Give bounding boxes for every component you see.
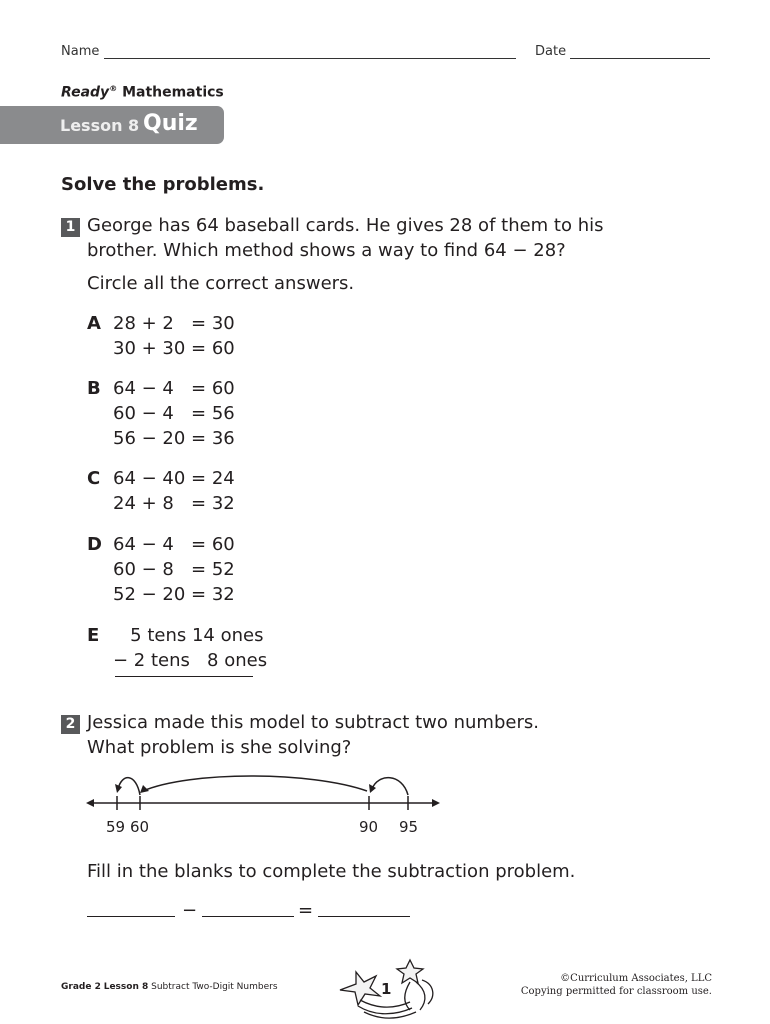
minus-sign: −: [182, 900, 198, 921]
jump-arrow-90-to-60: [140, 776, 367, 793]
option-b-line-1: 64 − 4 = 60: [113, 378, 235, 399]
brand-subject: Mathematics: [122, 84, 224, 101]
option-e-sum-line: [115, 676, 253, 677]
option-c-letter: C: [87, 468, 101, 489]
option-d-letter: D: [87, 534, 102, 555]
number-line-model: [80, 765, 450, 815]
number-line-axis: [86, 799, 440, 807]
label-95: 95: [399, 818, 419, 836]
brand-title: [61, 84, 224, 101]
lesson-banner: [0, 106, 224, 144]
footer-copyright-block: [521, 972, 712, 998]
option-b-line-2: 60 − 4 = 56: [113, 403, 235, 424]
option-a-line-1: 28 + 2 = 30: [113, 313, 235, 334]
registered-mark: ®: [109, 84, 118, 93]
option-c-line-1: 64 − 40 = 24: [113, 468, 235, 489]
question-1-line-2: brother. Which method shows a way to find 64 − 28?: [87, 240, 566, 261]
page-number: 1: [381, 980, 392, 998]
label-60: 60: [130, 818, 150, 836]
question-1-line-1: George has 64 baseball cards. He gives 28 of them to his: [87, 215, 604, 236]
jump-arrow-60-to-59: [115, 778, 140, 795]
option-e-letter: E: [87, 625, 100, 646]
blank-subtrahend[interactable]: [202, 916, 294, 917]
date-field: [535, 44, 710, 59]
question-2-line-2: What problem is she solving?: [87, 737, 352, 758]
fill-prompt: Fill in the blanks to complete the subtraction problem.: [87, 861, 576, 882]
option-b-letter: B: [87, 378, 101, 399]
name-label: Name: [61, 44, 100, 59]
question-2-line-1: Jessica made this model to subtract two numbers.: [87, 712, 539, 733]
question-1-prompt: Circle all the correct answers.: [87, 273, 355, 294]
option-d-line-3: 52 − 20 = 32: [113, 584, 235, 605]
footer-copyright: ©Curriculum Associates, LLC: [560, 973, 712, 984]
equals-sign: =: [298, 900, 314, 921]
label-59: 59: [106, 818, 126, 836]
option-e-line-1: 5 tens 14 ones: [113, 625, 264, 646]
jump-arrow-95-to-90: [369, 778, 408, 795]
lesson-number: Lesson 8: [60, 116, 140, 135]
footer-grade: Grade 2: [61, 982, 101, 992]
option-c-line-2: 24 + 8 = 32: [113, 493, 235, 514]
date-label: Date: [535, 44, 567, 59]
question-2-number: 2: [61, 715, 80, 734]
label-90: 90: [359, 818, 379, 836]
question-1-number: 1: [61, 218, 80, 237]
option-e-line-2: − 2 tens 8 ones: [113, 650, 268, 671]
instructions: Solve the problems.: [61, 174, 265, 195]
blank-minuend[interactable]: [87, 916, 175, 917]
brand-ready: Ready: [61, 84, 110, 101]
blank-difference[interactable]: [318, 916, 410, 917]
footer-lesson: Lesson 8: [103, 982, 149, 992]
option-a-letter: A: [87, 313, 101, 334]
option-d-line-2: 60 − 8 = 52: [113, 559, 235, 580]
footer-topic: Subtract Two-Digit Numbers: [151, 982, 278, 992]
footer-permission: Copying permitted for classroom use.: [520, 986, 712, 997]
lesson-title: Quiz: [143, 111, 198, 136]
option-b-line-3: 56 − 20 = 36: [113, 428, 235, 449]
option-a-line-2: 30 + 30 = 60: [113, 338, 235, 359]
name-field: [61, 44, 516, 59]
option-d-line-1: 64 − 4 = 60: [113, 534, 235, 555]
footer-course-info: [61, 982, 278, 992]
date-line[interactable]: [570, 46, 710, 59]
name-line[interactable]: [104, 46, 516, 59]
